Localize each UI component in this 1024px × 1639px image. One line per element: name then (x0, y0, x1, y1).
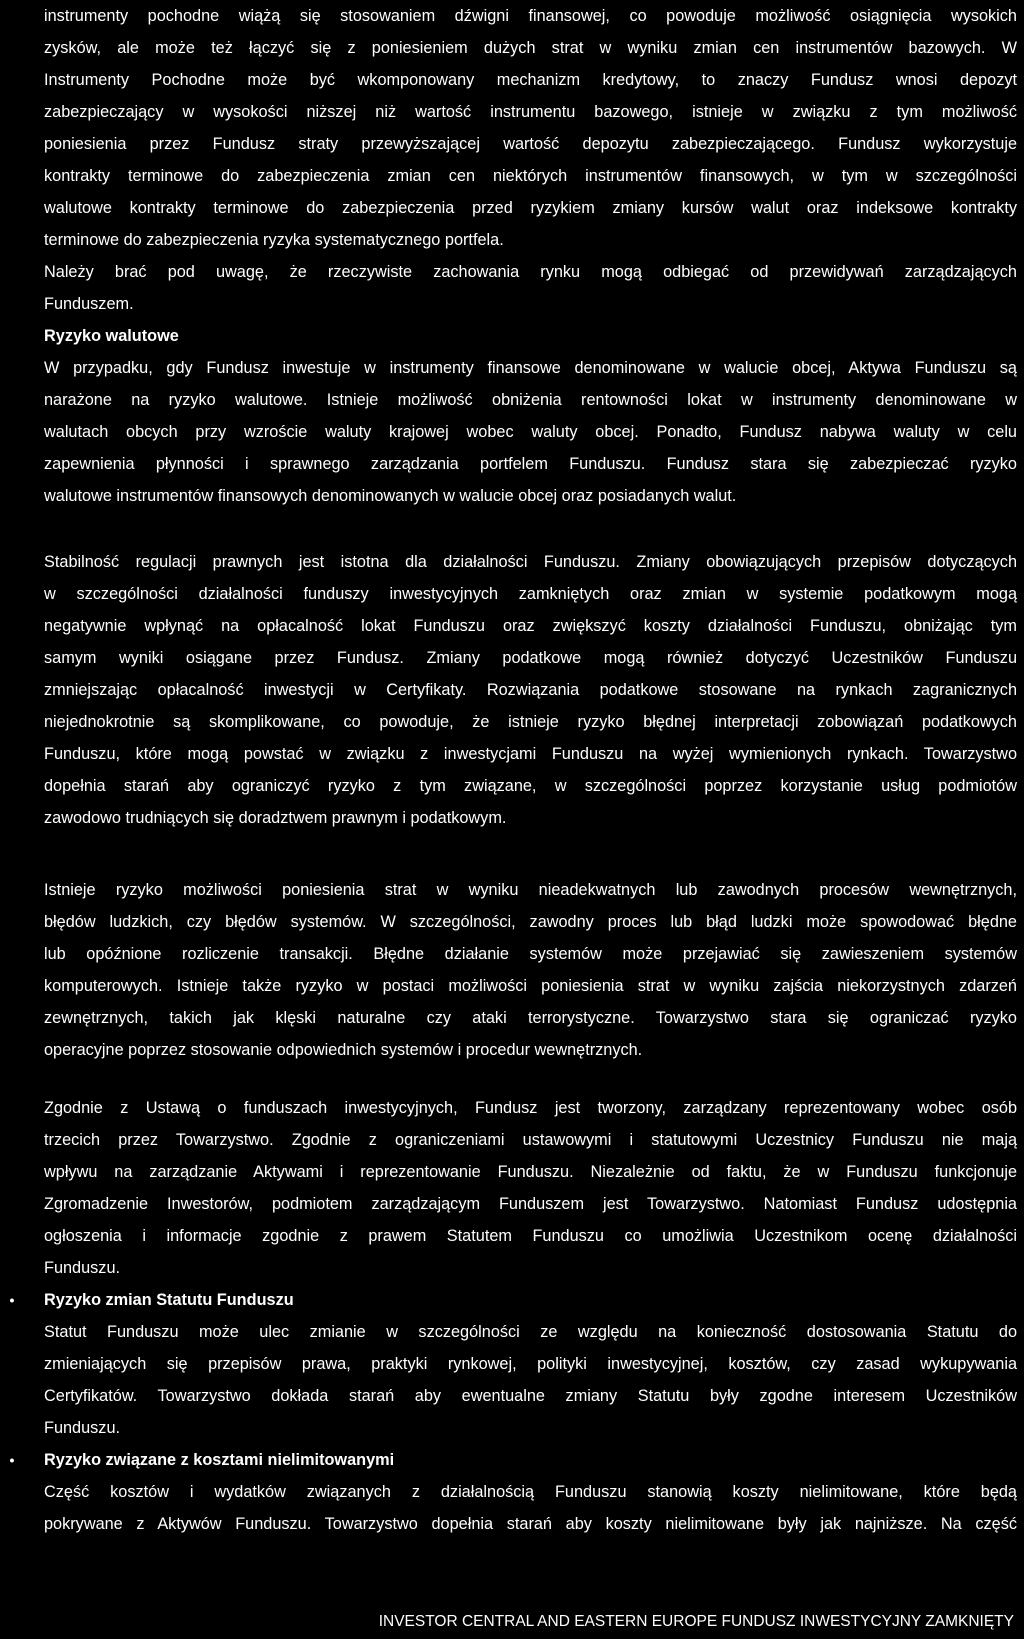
paragraph-line: Istnieje ryzyko możliwości poniesienia strat w wyniku nieadekwatnych lub zawodnych procesów wewnętrznych, (44, 881, 1017, 899)
paragraph-line: trzecich przez Towarzystwo. Zgodnie z ograniczeniami ustawowymi i statutowymi Uczestnicy Funduszu nie mają (44, 1131, 1017, 1149)
paragraph-line: Zgromadzenie Inwestorów, podmiotem zarządzającym Funduszem jest Towarzystwo. Natomiast Fundusz udostępnia (44, 1195, 1017, 1213)
paragraph-line: zmniejszając opłacalność inwestycji w Certyfikaty. Rozwiązania podatkowe stosowane na rynkach zagranicznych (44, 681, 1017, 699)
section-heading: Ryzyko związane z kosztami nielimitowanymi (44, 1451, 395, 1469)
paragraph-line: walutowe kontrakty terminowe do zabezpieczenia przed ryzykiem zmiany kursów walut oraz indeksowe kontrakty (44, 199, 1017, 217)
paragraph-line: zmieniających się przepisów prawa, praktyki rynkowej, polityki inwestycyjnej, kosztów, czy zasad wykupywania (44, 1355, 1017, 1373)
paragraph-line: Certyfikatów. Towarzystwo dokłada starań aby ewentualne zmiany Statutu były zgodne interesem Uczestników (44, 1387, 1017, 1405)
paragraph-line: zapewnienia płynności i sprawnego zarządzania portfelem Funduszu. Fundusz stara się zabezpieczać ryzyko (44, 455, 1017, 473)
paragraph-line: negatywnie wpłynąć na opłacalność lokat Funduszu oraz zwiększyć koszty działalności Funduszu, obniżając tym (44, 617, 1017, 635)
paragraph-line: walutowe instrumentów finansowych denominowanych w walucie obcej oraz posiadanych walut. (44, 487, 737, 505)
paragraph-line: Funduszu. (44, 1419, 121, 1437)
bullet-icon: • (9, 1452, 15, 1468)
section-heading-row (9, 1444, 1017, 1476)
paragraph-line: narażone na ryzyko walutowe. Istnieje możliwość obniżenia rentowności lokat w instrumenty denominowane w (44, 391, 1017, 409)
paragraph-line: Funduszu, które mogą powstać w związku z inwestycjami Funduszu na wyżej wymienionych rynkach. Towarzystwo (44, 745, 1017, 763)
paragraph-line: Funduszu. (44, 1259, 121, 1277)
paragraph-line: kontrakty terminowe do zabezpieczenia zmian cen niektórych instrumentów finansowych, w tym w szczególności (44, 167, 1017, 185)
paragraph-line: komputerowych. Istnieje także ryzyko w postaci możliwości poniesienia strat w wyniku zajścia niekorzystnych zdarzeń (44, 977, 1017, 995)
paragraph-line: zewnętrznych, takich jak klęski naturalne czy ataki terrorystyczne. Towarzystwo stara się ograniczać ryzyko (44, 1009, 1017, 1027)
paragraph-line: zabezpieczający w wysokości niższej niż wartość instrumentu bazowego, istnieje w związku z tym możliwość (44, 103, 1017, 121)
paragraph-line: Zgodnie z Ustawą o funduszach inwestycyjnych, Fundusz jest tworzony, zarządzany reprezentowany wobec osób (44, 1099, 1017, 1117)
paragraph-line: zawodowo trudniących się doradztwem prawnym i podatkowym. (44, 809, 507, 827)
paragraph-line: ogłoszenia i informacje zgodnie z prawem Statutem Funduszu co umożliwia Uczestnikom ocenę działalności (44, 1227, 1017, 1245)
paragraph-line: instrumenty pochodne wiążą się stosowaniem dźwigni finansowej, co powoduje możliwość osiągnięcia wysokich (44, 7, 1017, 25)
paragraph-line: Instrumenty Pochodne może być wkomponowany mechanizm kredytowy, to znaczy Fundusz wnosi depozyt (44, 71, 1017, 89)
paragraph-line: samym wyniki osiągane przez Fundusz. Zmiany podatkowe mogą również dotyczyć Uczestników Funduszu (44, 649, 1017, 667)
paragraph-line: Należy brać pod uwagę, że rzeczywiste zachowania rynku mogą odbiegać od przewidywań zarządzających (44, 263, 1017, 281)
paragraph-line: Statut Funduszu może ulec zmianie w szczególności ze względu na konieczność dostosowania Statutu do (44, 1323, 1017, 1341)
legal-stability-paragraph (44, 546, 1017, 834)
paragraph-line: pokrywane z Aktywów Funduszu. Towarzystwo dopełnia starań aby koszty nielimitowane były jak najniższe. Na część (44, 1515, 1017, 1533)
section-heading: Ryzyko walutowe (44, 327, 179, 345)
paragraph-line: niejednokrotnie są skomplikowane, co powoduje, że istnieje ryzyko błędnej interpretacji zobowiązań podatkowych (44, 713, 1017, 731)
governance-paragraph (44, 1092, 1017, 1284)
derivatives-paragraph (44, 0, 1017, 256)
unlimited-costs-risk-section (9, 1444, 1017, 1540)
bullet-icon: • (9, 1292, 15, 1308)
paragraph-line: w szczególności działalności funduszy inwestycyjnych zamkniętych oraz zmian w systemie podatkowym mogą (44, 585, 1017, 603)
section-heading-row (9, 1284, 1017, 1316)
section-heading: Ryzyko zmian Statutu Funduszu (44, 1291, 294, 1309)
page-footer: INVESTOR CENTRAL AND EASTERN EUROPE FUNDUSZ INWESTYCYJNY ZAMKNIĘTY (378, 1613, 1014, 1630)
currency-risk-section (44, 320, 1017, 512)
paragraph-line: błędów ludzkich, czy błędów systemów. W szczególności, zawodny proces lub błąd ludzki może spowodować błędne (44, 913, 1017, 931)
operational-risk-paragraph (44, 874, 1017, 1066)
paragraph-line: poniesienia przez Fundusz straty przewyższającej wartość depozytu zabezpieczającego. Fundusz wykorzystuje (44, 135, 1017, 153)
paragraph-line: lub opóźnione rozliczenie transakcji. Błędne działanie systemów może przejawiać się zawieszeniem systemów (44, 945, 1017, 963)
paragraph-line: operacyjne poprzez stosowanie odpowiednich systemów i procedur wewnętrznych. (44, 1041, 643, 1059)
paragraph-line: W przypadku, gdy Fundusz inwestuje w instrumenty finansowe denominowane w walucie obcej, Aktywa Funduszu są (44, 359, 1017, 377)
statute-risk-section (9, 1284, 1017, 1444)
paragraph-line: Część kosztów i wydatków związanych z działalnością Funduszu stanowią koszty nielimitowane, które będą (44, 1483, 1017, 1501)
paragraph-line: terminowe do zabezpieczenia ryzyka systematycznego portfela. (44, 231, 504, 249)
paragraph-line: walutach obcych przy wzroście waluty krajowej wobec waluty obcej. Ponadto, Fundusz nabywa waluty w celu (44, 423, 1017, 441)
management-note-paragraph (44, 256, 1017, 320)
paragraph-line: Stabilność regulacji prawnych jest istotna dla działalności Funduszu. Zmiany obowiązujących przepisów dotyczących (44, 553, 1017, 571)
paragraph-line: dopełnia starań aby ograniczyć ryzyko z tym związane, w szczególności poprzez korzystanie usług podmiotów (44, 777, 1017, 795)
paragraph-line: zysków, ale może też łączyć się z poniesieniem dużych strat w wyniku zmian cen instrumentów bazowych. W (44, 39, 1017, 57)
paragraph-line: wpływu na zarządzanie Aktywami i reprezentowanie Funduszu. Niezależnie od faktu, że w Funduszu funkcjonuje (44, 1163, 1017, 1181)
document-page (9, 0, 1017, 1639)
paragraph-line: Funduszem. (44, 295, 134, 313)
